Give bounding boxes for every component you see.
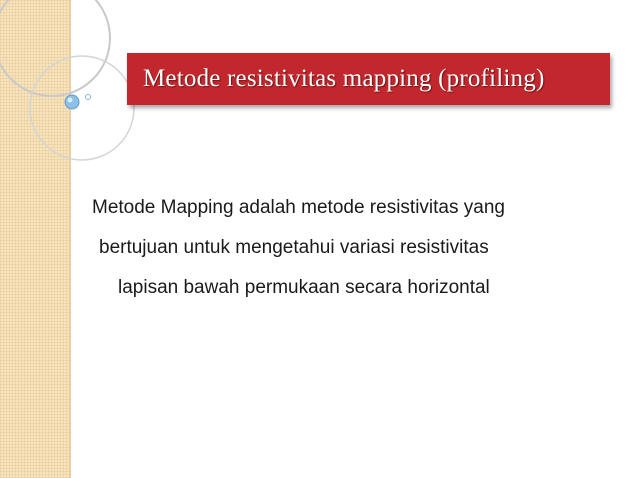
bubble-small-icon bbox=[86, 95, 91, 100]
title-bar bbox=[127, 53, 610, 105]
slide-title: Metode resistivitas mapping (profiling) bbox=[143, 65, 545, 92]
slide-body bbox=[80, 188, 610, 308]
body-line-2: bertujuan untuk mengetahui variasi resistivitas bbox=[99, 237, 489, 258]
body-line-1: Metode Mapping adalah metode resistivitas yang bbox=[92, 197, 505, 218]
body-line-3: lapisan bawah permukaan secara horizontal bbox=[118, 277, 490, 298]
small-ring-decoration bbox=[30, 56, 134, 160]
large-ring-decoration bbox=[0, 0, 110, 96]
bubble-highlight-icon bbox=[68, 98, 73, 103]
bubble-large-icon bbox=[65, 95, 79, 109]
